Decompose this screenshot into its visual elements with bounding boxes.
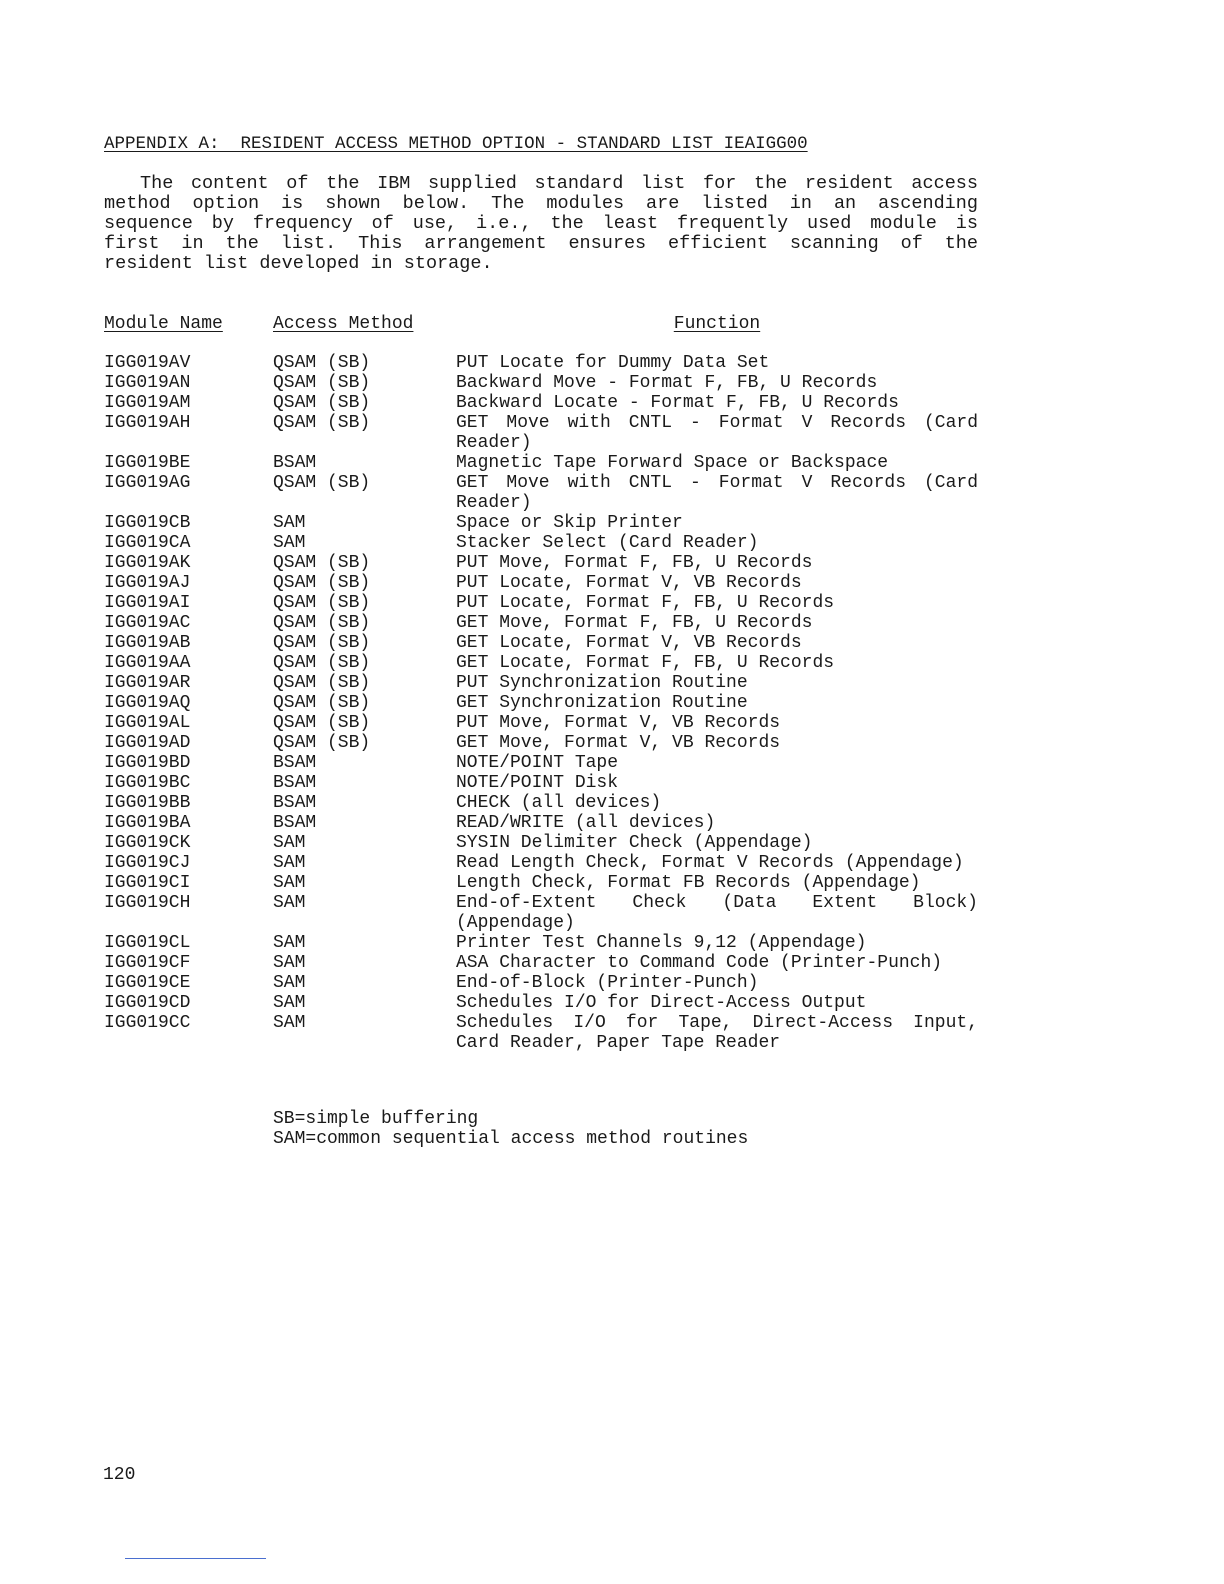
module-name-cell: IGG019AA xyxy=(104,653,191,673)
intro-line: first in the list. This arrangement ensures efficient scanning of the xyxy=(104,233,978,254)
module-name-cell: IGG019CI xyxy=(104,873,191,893)
function-cell: PUT Locate, Format V, VB Records xyxy=(456,573,802,593)
module-name-cell: IGG019CA xyxy=(104,533,191,553)
table-row xyxy=(104,893,978,933)
table-row xyxy=(104,373,978,393)
intro-line: resident list developed in storage. xyxy=(104,253,493,274)
access-method-cell: QSAM (SB) xyxy=(273,613,371,633)
function-cell: GET Move with CNTL - Format V Records (Card Reader) xyxy=(456,473,978,513)
header-access-method xyxy=(273,313,456,353)
module-name-cell: IGG019AV xyxy=(104,353,191,373)
footnote-sam: SAM=common sequential access method routines xyxy=(273,1129,749,1149)
table-row xyxy=(104,953,978,973)
module-name-cell: IGG019CB xyxy=(104,513,191,533)
access-method-cell: BSAM xyxy=(273,773,317,793)
module-name-cell: IGG019AI xyxy=(104,593,191,613)
intro-line: method option is shown below. The modules are listed in an ascending xyxy=(104,193,978,214)
function-cell: GET Locate, Format V, VB Records xyxy=(456,633,802,653)
function-cell: ASA Character to Command Code (Printer-Punch) xyxy=(456,953,943,973)
module-name-cell: IGG019CH xyxy=(104,893,191,913)
bottom-rule xyxy=(125,1558,266,1559)
module-name-cell: IGG019BD xyxy=(104,753,191,773)
function-cell: PUT Move, Format F, FB, U Records xyxy=(456,553,813,573)
function-cell: End-of-Extent Check (Data Extent Block) (Appendage) xyxy=(456,893,978,933)
footnote-sb: SB=simple buffering xyxy=(273,1109,479,1129)
table-row xyxy=(104,453,978,473)
access-method-cell: QSAM (SB) xyxy=(273,733,371,753)
module-name-cell: IGG019CC xyxy=(104,1013,191,1033)
table-row xyxy=(104,513,978,533)
table-row xyxy=(104,673,978,693)
table-row xyxy=(104,753,978,773)
module-name-cell: IGG019BE xyxy=(104,453,191,473)
access-method-cell: QSAM (SB) xyxy=(273,553,371,573)
table-row xyxy=(104,533,978,553)
module-name-cell: IGG019AN xyxy=(104,373,191,393)
table-row xyxy=(104,393,978,413)
function-cell: CHECK (all devices) xyxy=(456,793,662,813)
table-header-row xyxy=(104,313,978,353)
table-row xyxy=(104,593,978,613)
function-cell: SYSIN Delimiter Check (Appendage) xyxy=(456,833,813,853)
header-module-name-label: Module Name xyxy=(104,314,223,334)
intro-line: sequence by frequency of use, i.e., the least frequently used module is xyxy=(104,213,978,234)
access-method-cell: SAM xyxy=(273,873,306,893)
access-method-cell: QSAM (SB) xyxy=(273,573,371,593)
function-cell: NOTE/POINT Disk xyxy=(456,773,619,793)
module-name-cell: IGG019BA xyxy=(104,813,191,833)
function-cell: GET Move with CNTL - Format V Records (Card Reader) xyxy=(456,413,978,453)
table-row xyxy=(104,413,978,453)
intro-paragraph xyxy=(104,174,978,274)
table-row xyxy=(104,993,978,1013)
access-method-cell: QSAM (SB) xyxy=(273,673,371,693)
module-name-cell: IGG019AQ xyxy=(104,693,191,713)
access-method-cell: QSAM (SB) xyxy=(273,353,371,373)
function-cell: Magnetic Tape Forward Space or Backspace xyxy=(456,453,889,473)
module-name-cell: IGG019AH xyxy=(104,413,191,433)
header-access-method-label: Access Method xyxy=(273,314,414,334)
appendix-heading: APPENDIX A: RESIDENT ACCESS METHOD OPTION - STANDARD LIST IEAIGG00 xyxy=(104,134,808,154)
access-method-cell: SAM xyxy=(273,893,306,913)
function-cell: PUT Locate for Dummy Data Set xyxy=(456,353,770,373)
access-method-cell: QSAM (SB) xyxy=(273,653,371,673)
function-cell: Stacker Select (Card Reader) xyxy=(456,533,759,553)
header-function-label: Function xyxy=(673,314,761,334)
module-table xyxy=(104,313,978,1053)
function-cell: GET Move, Format F, FB, U Records xyxy=(456,613,813,633)
module-name-cell: IGG019AB xyxy=(104,633,191,653)
access-method-cell: BSAM xyxy=(273,753,317,773)
table-row xyxy=(104,613,978,633)
header-function xyxy=(456,313,978,353)
module-name-cell: IGG019AR xyxy=(104,673,191,693)
table-row xyxy=(104,853,978,873)
function-cell: READ/WRITE (all devices) xyxy=(456,813,716,833)
function-cell: PUT Locate, Format F, FB, U Records xyxy=(456,593,835,613)
module-name-cell: IGG019AL xyxy=(104,713,191,733)
access-method-cell: QSAM (SB) xyxy=(273,693,371,713)
access-method-cell: SAM xyxy=(273,993,306,1013)
function-cell: Space or Skip Printer xyxy=(456,513,683,533)
access-method-cell: QSAM (SB) xyxy=(273,713,371,733)
access-method-cell: QSAM (SB) xyxy=(273,633,371,653)
access-method-cell: SAM xyxy=(273,1013,306,1033)
module-name-cell: IGG019CJ xyxy=(104,853,191,873)
module-name-cell: IGG019AD xyxy=(104,733,191,753)
function-cell: GET Move, Format V, VB Records xyxy=(456,733,781,753)
function-cell: GET Locate, Format F, FB, U Records xyxy=(456,653,835,673)
function-cell: Schedules I/O for Direct-Access Output xyxy=(456,993,867,1013)
table-row xyxy=(104,713,978,733)
module-name-cell: IGG019AC xyxy=(104,613,191,633)
function-cell: NOTE/POINT Tape xyxy=(456,753,619,773)
module-name-cell: IGG019CK xyxy=(104,833,191,853)
function-cell: GET Synchronization Routine xyxy=(456,693,748,713)
access-method-cell: SAM xyxy=(273,833,306,853)
function-cell: Read Length Check, Format V Records (Appendage) xyxy=(456,853,964,873)
table-row xyxy=(104,973,978,993)
module-name-cell: IGG019AK xyxy=(104,553,191,573)
access-method-cell: QSAM (SB) xyxy=(273,393,371,413)
function-cell: Backward Locate - Format F, FB, U Records xyxy=(456,393,899,413)
access-method-cell: SAM xyxy=(273,533,306,553)
table-row xyxy=(104,1013,978,1053)
function-cell: Backward Move - Format F, FB, U Records xyxy=(456,373,878,393)
module-name-cell: IGG019AJ xyxy=(104,573,191,593)
function-cell: Length Check, Format FB Records (Appendage) xyxy=(456,873,921,893)
header-module-name xyxy=(104,313,273,353)
table-row xyxy=(104,473,978,513)
access-method-cell: SAM xyxy=(273,973,306,993)
table-row xyxy=(104,813,978,833)
table-row xyxy=(104,873,978,893)
access-method-cell: SAM xyxy=(273,953,306,973)
module-name-cell: IGG019CD xyxy=(104,993,191,1013)
module-name-cell: IGG019AM xyxy=(104,393,191,413)
table-row xyxy=(104,773,978,793)
function-cell: PUT Move, Format V, VB Records xyxy=(456,713,781,733)
access-method-cell: BSAM xyxy=(273,793,317,813)
access-method-cell: SAM xyxy=(273,513,306,533)
table-row xyxy=(104,633,978,653)
table-row xyxy=(104,693,978,713)
function-cell: Printer Test Channels 9,12 (Appendage) xyxy=(456,933,867,953)
table-body xyxy=(104,353,978,1053)
table-row xyxy=(104,793,978,813)
module-name-cell: IGG019CL xyxy=(104,933,191,953)
module-name-cell: IGG019BC xyxy=(104,773,191,793)
page-number: 120 xyxy=(103,1465,136,1485)
module-name-cell: IGG019CF xyxy=(104,953,191,973)
access-method-cell: QSAM (SB) xyxy=(273,473,371,493)
function-cell: Schedules I/O for Tape, Direct-Access Input, Card Reader, Paper Tape Reader xyxy=(456,1013,978,1053)
footnotes xyxy=(273,1109,748,1149)
access-method-cell: QSAM (SB) xyxy=(273,373,371,393)
table-row xyxy=(104,933,978,953)
access-method-cell: SAM xyxy=(273,933,306,953)
access-method-cell: QSAM (SB) xyxy=(273,413,371,433)
access-method-cell: QSAM (SB) xyxy=(273,593,371,613)
module-name-cell: IGG019BB xyxy=(104,793,191,813)
function-cell: PUT Synchronization Routine xyxy=(456,673,748,693)
table-row xyxy=(104,553,978,573)
module-name-cell: IGG019CE xyxy=(104,973,191,993)
table-row xyxy=(104,833,978,853)
module-name-cell: IGG019AG xyxy=(104,473,191,493)
table-row xyxy=(104,653,978,673)
function-cell: End-of-Block (Printer-Punch) xyxy=(456,973,759,993)
access-method-cell: BSAM xyxy=(273,813,317,833)
access-method-cell: BSAM xyxy=(273,453,317,473)
access-method-cell: SAM xyxy=(273,853,306,873)
table-row xyxy=(104,353,978,373)
table-row xyxy=(104,733,978,753)
intro-line: The content of the IBM supplied standard list for the resident access xyxy=(140,173,978,194)
table-row xyxy=(104,573,978,593)
